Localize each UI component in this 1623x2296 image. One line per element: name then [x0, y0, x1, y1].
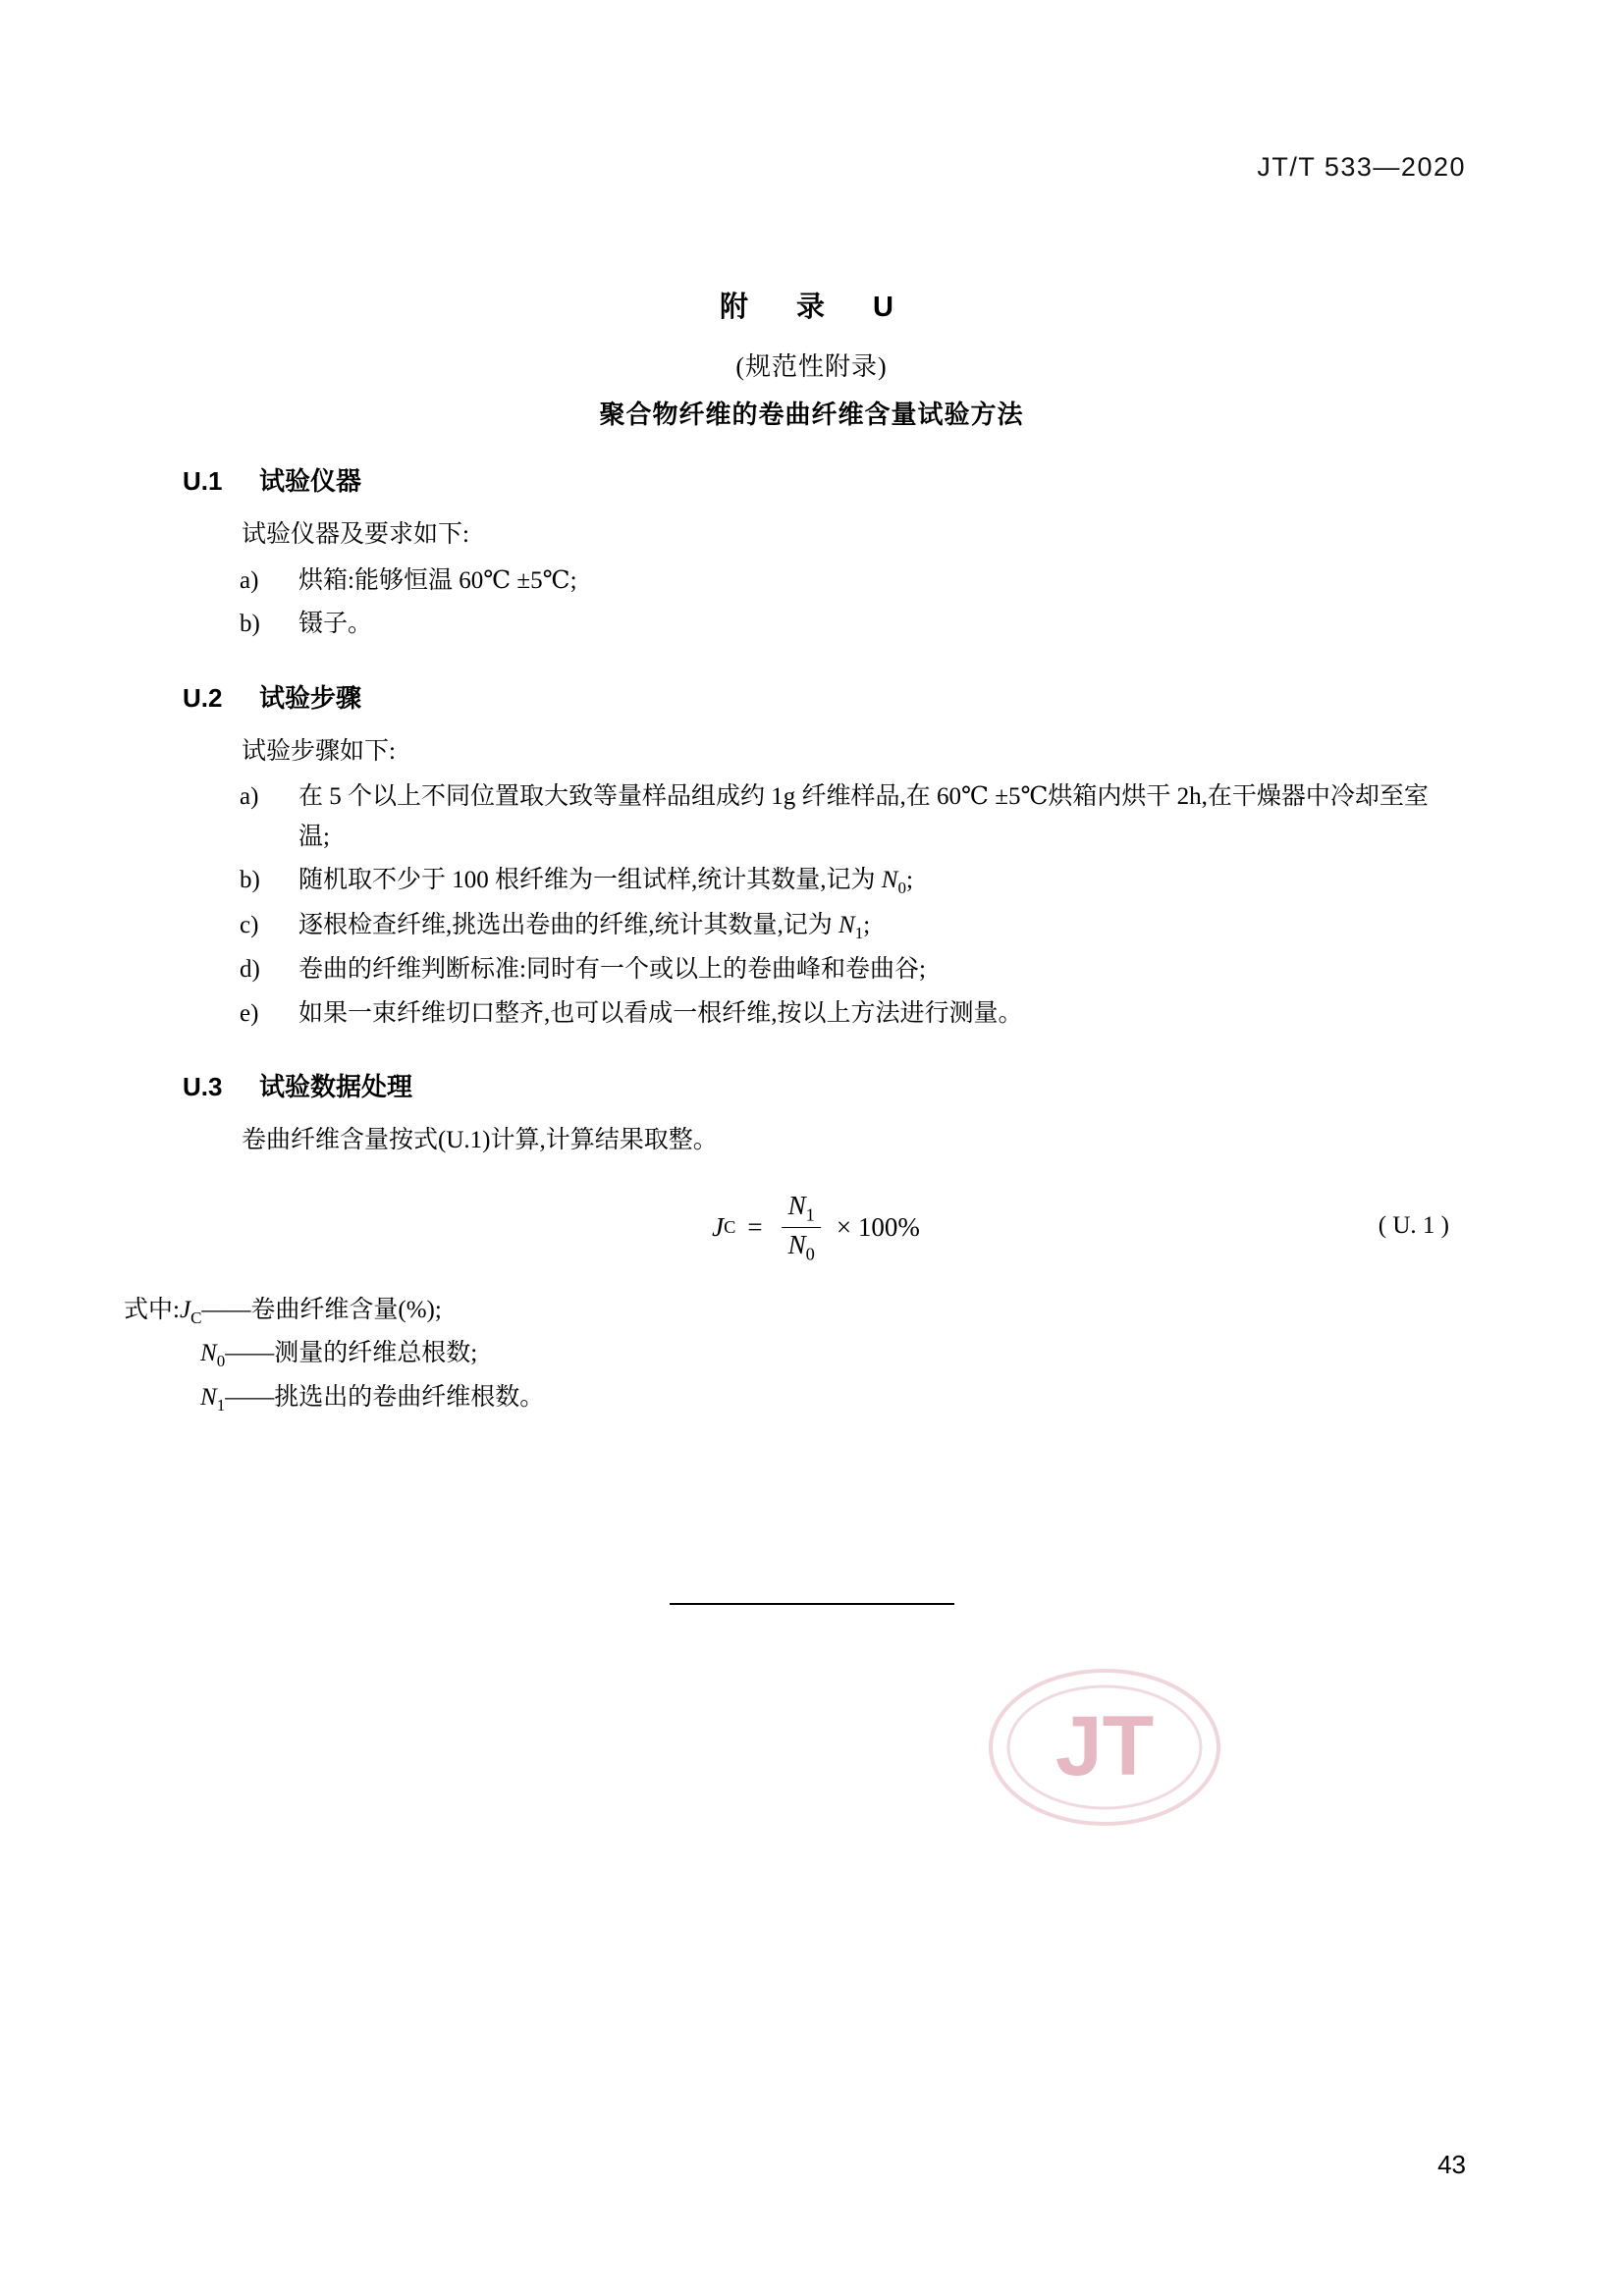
- formula-denominator: [783, 1227, 821, 1265]
- list-marker: a): [240, 783, 259, 810]
- section-heading-u1: [183, 461, 1449, 498]
- formula-row: [183, 1187, 1449, 1281]
- legend-desc: ——测量的纤维总根数;: [225, 1340, 478, 1367]
- denominator-symbol: N: [787, 1230, 806, 1260]
- appendix-heading: 附 录 U: [720, 292, 903, 323]
- list-item: [183, 994, 1449, 1035]
- section-lead-u3: 卷曲纤维含量按式(U.1)计算,计算结果取整。: [242, 1127, 718, 1154]
- list-text: 逐根检查纤维,挑选出卷曲的纤维,统计其数量,记为 $N_1$;: [298, 911, 871, 942]
- list-marker: d): [240, 956, 260, 984]
- list-marker: e): [240, 999, 259, 1027]
- numerator-sub: 1: [805, 1203, 815, 1224]
- section-lead-u1: 试验仪器及要求如下:: [242, 521, 469, 548]
- footer-divider: [670, 1603, 954, 1605]
- section-number-u2: U.2: [183, 682, 223, 713]
- legend-line: [124, 1378, 1449, 1419]
- list-marker: b): [240, 611, 260, 637]
- section-number-u3: U.3: [183, 1072, 223, 1102]
- legend-sub: C: [190, 1308, 202, 1327]
- document-body: [124, 461, 1449, 1421]
- list-marker: a): [240, 566, 259, 594]
- formula-legend: [124, 1291, 1449, 1419]
- section-heading-u3: [183, 1067, 1449, 1103]
- list-item: [183, 777, 1449, 857]
- legend-desc: ——卷曲纤维含量(%);: [201, 1296, 442, 1323]
- formula-lhs: J: [712, 1212, 725, 1243]
- formula-number: ( U. 1 ): [1378, 1211, 1449, 1239]
- list-item: [183, 906, 1449, 947]
- list-text: 卷曲的纤维判断标准:同时有一个或以上的卷曲峰和卷曲谷;: [298, 956, 926, 984]
- list-item: [183, 861, 1449, 902]
- section-number-u1: U.1: [183, 466, 223, 496]
- list-item: [183, 950, 1449, 990]
- list-item: [183, 561, 1449, 602]
- denominator-sub: 0: [805, 1244, 815, 1264]
- list-text: 烘箱:能够恒温 60℃ ±5℃;: [298, 566, 577, 594]
- section-lead-u2: 试验步骤如下:: [242, 737, 396, 765]
- watermark-stamp-icon: [982, 1659, 1227, 1836]
- formula-equals: =: [747, 1212, 763, 1243]
- section-title-u2: 试验步骤: [259, 682, 362, 713]
- page-number: 43: [1437, 2150, 1466, 2179]
- legend-desc: ——挑选出的卷曲纤维根数。: [225, 1383, 545, 1411]
- svg-text:JT: JT: [1055, 1699, 1155, 1793]
- formula-fraction: [783, 1191, 821, 1265]
- list-marker: c): [240, 911, 259, 938]
- legend-line: [124, 1334, 1449, 1375]
- section-title-u3: 试验数据处理: [259, 1072, 413, 1102]
- legend-line: [124, 1291, 1449, 1332]
- legend-sub: 0: [216, 1352, 226, 1371]
- numerator-symbol: N: [787, 1190, 806, 1220]
- legend-lead: 式中:: [124, 1296, 180, 1323]
- list-marker: b): [240, 867, 260, 893]
- list-item: [183, 605, 1449, 645]
- list-text: 在 5 个以上不同位置取大致等量样品组成约 1g 纤维样品,在 60℃ ±5℃烘箱内烘干 2h,在干燥器中冷却至室温;: [298, 783, 1429, 850]
- legend-sub: 1: [216, 1395, 226, 1415]
- section-heading-u2: [183, 678, 1449, 715]
- list-text: 如果一束纤维切口整齐,也可以看成一根纤维,按以上方法进行测量。: [298, 999, 1023, 1027]
- list-text: 随机取不少于 100 根纤维为一组试样,统计其数量,记为 $N_0$;: [298, 867, 913, 897]
- formula-factor: × 100%: [836, 1212, 920, 1243]
- legend-symbol: N: [200, 1340, 217, 1367]
- section-list-u1: [183, 561, 1449, 645]
- formula-numerator: [783, 1191, 821, 1228]
- formula-lhs-sub: C: [724, 1217, 736, 1238]
- legend-symbol: N: [200, 1383, 217, 1411]
- page-header: JT/T 533—2020: [1257, 152, 1466, 182]
- appendix-subtitle: 聚合物纤维的卷曲纤维含量试验方法: [599, 400, 1024, 429]
- list-text: 镊子。: [298, 611, 373, 637]
- legend-symbol: J: [179, 1296, 191, 1323]
- appendix-title-block: [0, 285, 1623, 431]
- formula-u1: [712, 1191, 920, 1265]
- section-title-u1: 试验仪器: [259, 466, 362, 496]
- appendix-kind: (规范性附录): [735, 352, 888, 381]
- section-list-u2: [183, 777, 1449, 1034]
